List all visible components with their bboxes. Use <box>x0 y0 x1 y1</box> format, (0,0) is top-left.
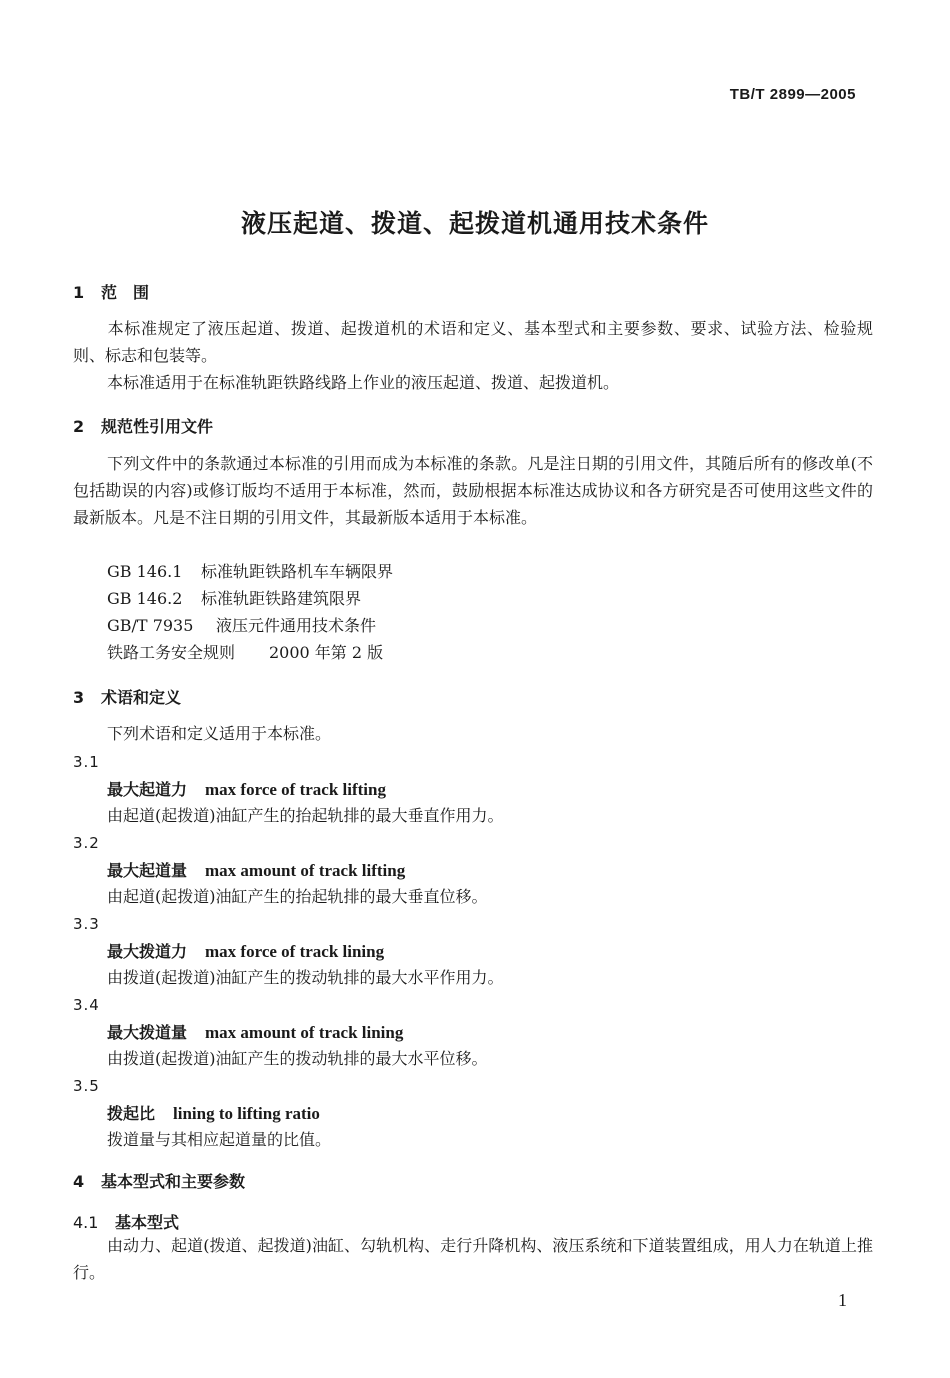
section-number: 2 <box>73 417 85 436</box>
term-number: 3.3 <box>73 915 100 933</box>
section-number: 4 <box>73 1172 85 1191</box>
term-heading <box>107 939 384 962</box>
term-heading <box>107 777 386 800</box>
term-definition: 由拨道(起拨道)油缸产生的拨动轨排的最大水平位移。 <box>107 1049 488 1068</box>
standard-number: TB/T 2899—2005 <box>729 86 856 103</box>
section-3-heading <box>73 685 181 708</box>
section-title: 范 围 <box>101 283 150 302</box>
term-heading <box>107 1020 403 1043</box>
reference-item <box>107 558 393 585</box>
section-2-heading <box>73 414 213 437</box>
subsection-number: 4.1 <box>73 1213 99 1232</box>
reference-code: GB/T 7935 <box>107 616 194 635</box>
document-title: 液压起道、拨道、起拨道机通用技术条件 <box>240 209 709 238</box>
reference-code: 铁路工务安全规则 <box>107 643 236 662</box>
page-number: 1 <box>838 1290 847 1310</box>
section-2-paragraph-1: 下列文件中的条款通过本标准的引用而成为本标准的条款。凡是注日期的引用文件，其随后所有的修改单(不包括勘误的内容)或修订版均不适用于本标准，然而，鼓励根据本标准达成协议和各方研究是否可使用这些文件的最新版本。凡是不注日期的引用文件，其最新版本适用于本标准。 <box>73 454 873 527</box>
section-title: 基本型式和主要参数 <box>101 1172 246 1191</box>
term-definition: 由拨道(起拨道)油缸产生的拨动轨排的最大水平作用力。 <box>107 968 504 987</box>
section-number: 1 <box>73 283 85 302</box>
term-chinese: 最大起道量 <box>107 861 188 880</box>
section-1-paragraph-1: 本标准规定了液压起道、拨道、起拨道机的术语和定义、基本型式和主要参数、要求、试验方法、检验规则、标志和包装等。 <box>73 319 873 365</box>
term-english: max amount of track lining <box>205 1023 404 1042</box>
term-english: max force of track lifting <box>205 780 386 799</box>
subsection-title: 基本型式 <box>115 1213 180 1232</box>
term-heading <box>107 1101 320 1124</box>
term-chinese: 最大拨道力 <box>107 942 188 961</box>
reference-code: GB 146.1 <box>107 562 183 581</box>
section-number: 3 <box>73 688 85 707</box>
term-definition: 拨道量与其相应起道量的比值。 <box>107 1130 332 1149</box>
term-number: 3.1 <box>73 753 100 771</box>
section-title: 术语和定义 <box>101 688 182 707</box>
term-definition: 由起道(起拨道)油缸产生的抬起轨排的最大垂直位移。 <box>107 887 488 906</box>
term-chinese: 拨起比 <box>107 1104 156 1123</box>
term-number: 3.4 <box>73 996 100 1014</box>
reference-name: 标准轨距铁路机车车辆限界 <box>201 562 394 581</box>
section-4-paragraph-1: 由动力、起道(拨道、起拨道)油缸、勾轨机构、走行升降机构、液压系统和下道装置组成，用人力在轨道上推行。 <box>73 1236 873 1282</box>
reference-name: 液压元件通用技术条件 <box>216 616 377 635</box>
section-3-intro: 下列术语和定义适用于本标准。 <box>107 724 332 743</box>
term-number: 3.5 <box>73 1077 100 1095</box>
reference-name: 标准轨距铁路建筑限界 <box>201 589 362 608</box>
section-1-paragraph-2: 本标准适用于在标准轨距铁路线路上作业的液压起道、拨道、起拨道机。 <box>107 373 620 392</box>
term-number: 3.2 <box>73 834 100 852</box>
section-title: 规范性引用文件 <box>101 417 214 436</box>
section-1-heading <box>73 280 149 303</box>
reference-item <box>107 639 383 666</box>
term-heading <box>107 858 405 881</box>
subsection-4-1-heading <box>73 1210 179 1233</box>
reference-name: 2000 年第 2 版 <box>269 643 384 662</box>
term-english: lining to lifting ratio <box>173 1104 320 1123</box>
section-4-heading <box>73 1169 245 1192</box>
term-chinese: 最大起道力 <box>107 780 188 799</box>
term-english: max force of track lining <box>205 942 385 961</box>
reference-item <box>107 612 376 639</box>
reference-item <box>107 585 361 612</box>
term-chinese: 最大拨道量 <box>107 1023 188 1042</box>
term-definition: 由起道(起拨道)油缸产生的抬起轨排的最大垂直作用力。 <box>107 806 504 825</box>
reference-code: GB 146.2 <box>107 589 183 608</box>
term-english: max amount of track lifting <box>205 861 406 880</box>
